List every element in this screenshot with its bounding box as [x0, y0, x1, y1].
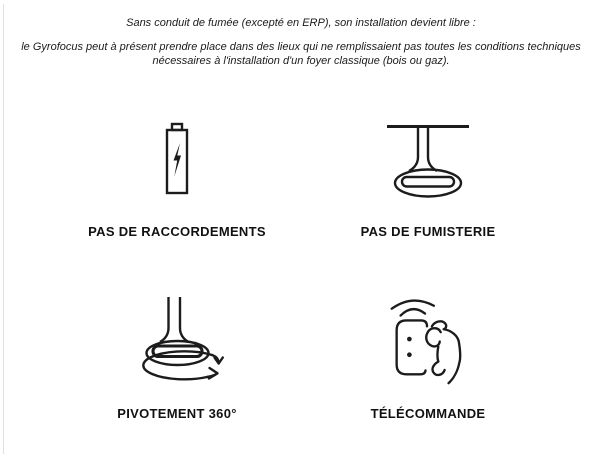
suspended-fireplace-icon-svg — [385, 121, 471, 199]
intro-line-2: le Gyrofocus peut à présent prendre place dans des lieux qui ne remplissaient pas toutes les conditions techniques nécessaires à l'installation d'un foyer classique (bois ou gaz). — [21, 41, 581, 67]
intro-text — [9, 16, 593, 68]
remote-control-icon-svg — [389, 293, 467, 391]
battery-icon-svg — [164, 122, 190, 198]
remote-control-icon — [389, 292, 467, 392]
feature-telecommande — [308, 292, 548, 421]
feature-pivotement-360 — [57, 292, 297, 421]
intro-line-1: Sans conduit de fumée (excepté en ERP), son installation devient libre : — [126, 17, 476, 29]
feature-label: PAS DE FUMISTERIE — [360, 224, 496, 239]
feature-label: TÉLÉCOMMANDE — [370, 406, 486, 421]
feature-label: PAS DE RACCORDEMENTS — [88, 224, 266, 239]
rotating-fireplace-icon-svg — [130, 294, 225, 390]
feature-pas-de-fumisterie — [308, 120, 548, 239]
suspended-fireplace-icon — [385, 120, 471, 200]
left-page-rule — [3, 4, 4, 454]
feature-label: PIVOTEMENT 360° — [117, 406, 237, 421]
battery-icon — [164, 120, 190, 200]
feature-pas-de-raccordements — [57, 120, 297, 239]
rotating-fireplace-icon — [130, 292, 225, 392]
